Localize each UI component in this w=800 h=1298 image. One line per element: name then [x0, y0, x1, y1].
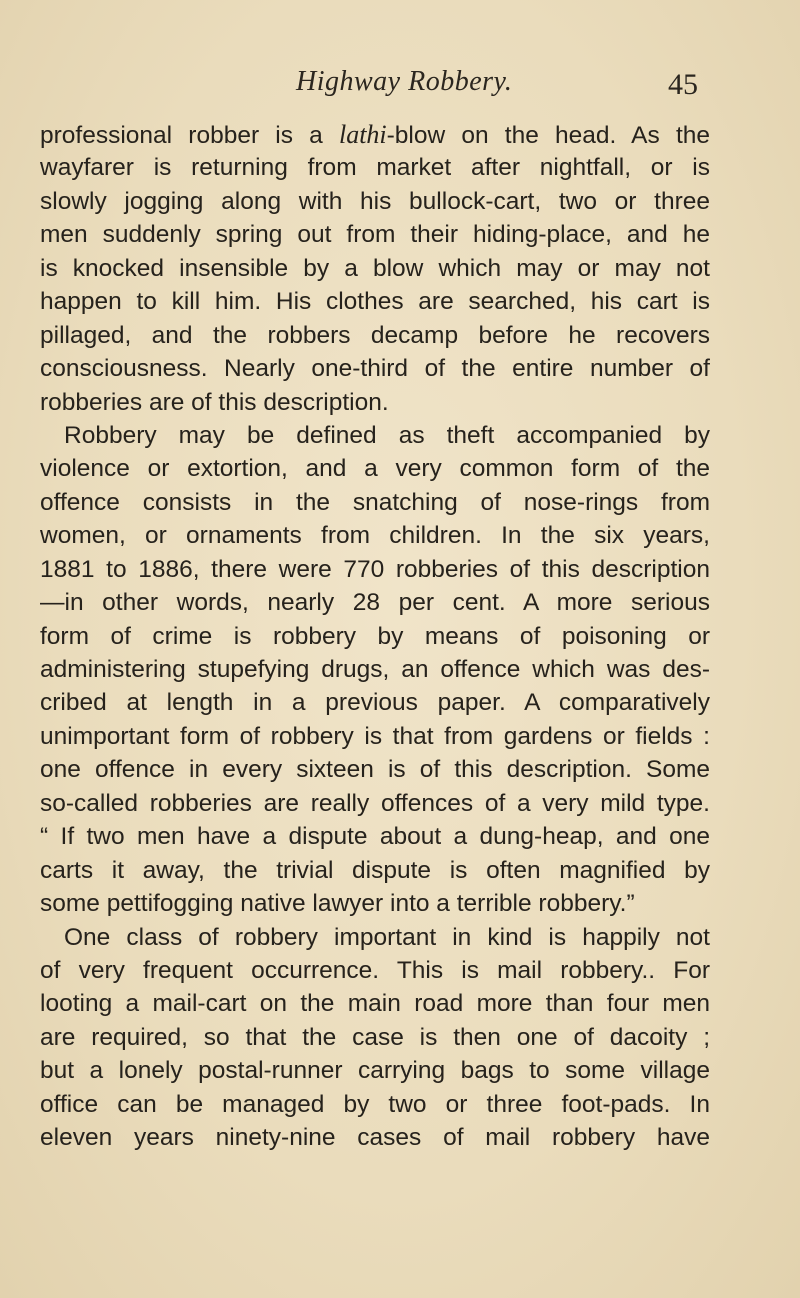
text-line: form of crime is robbery by means of poisoning or [40, 622, 710, 650]
text-line: “ If two men have a dispute about a dung-heap, and one [40, 823, 710, 851]
text-line: unimportant form of robbery is that from gardens or fields : [40, 722, 710, 750]
text-line: administering stupefying drugs, an offence which was des- [40, 656, 710, 683]
paragraph-end-line: robberies are of this description. [40, 388, 389, 416]
text-line: wayfarer is returning from market after nightfall, or is [40, 154, 710, 182]
text-run: -blow on the head. As the [386, 122, 710, 149]
text-line: —in other words, nearly 28 per cent. A more serious [40, 589, 710, 617]
page-header [0, 66, 800, 106]
italic-term-lathi: lathi [338, 120, 387, 149]
paragraph-end-line: some pettifogging native lawyer into a terrible robbery.” [40, 890, 635, 918]
text-line: looting a mail-cart on the main road more than four men [40, 990, 710, 1018]
text-line: happen to kill him. His clothes are searched, his cart is [40, 288, 710, 316]
text-line: eleven years ninety-nine cases of mail robbery have [40, 1124, 710, 1152]
text-run: professional robber is a [40, 122, 339, 149]
page-number: 45 [668, 68, 698, 101]
text-line: slowly jogging along with his bullock-cart, two or three [40, 187, 710, 215]
text-line: one offence in every sixteen is of this description. Some [40, 756, 710, 784]
text-line: carts it away, the trivial dispute is often magnified by [40, 856, 710, 884]
text-line: violence or extortion, and a very common form of the [40, 455, 710, 483]
text-line: so-called robberies are really offences of a very mild type. [40, 789, 710, 817]
text-line: cribed at length in a previous paper. A comparatively [40, 689, 710, 717]
text-line: of very frequent occurrence. This is mail robbery.. For [40, 956, 710, 984]
text-line: 1881 to 1886, there were 770 robberies of this description [40, 555, 710, 583]
text-line: offence consists in the snatching of nose-rings from [40, 488, 710, 516]
text-line: but a lonely postal-runner carrying bags to some village [40, 1057, 710, 1085]
text-line: consciousness. Nearly one-third of the entire number of [40, 355, 710, 383]
text-line: men suddenly spring out from their hiding-place, and he [40, 221, 710, 249]
running-title: Highway Robbery. [296, 66, 513, 97]
text-line: office can be managed by two or three foot-pads. In [40, 1090, 710, 1118]
text-line: women, or ornaments from children. In the six years, [40, 522, 710, 550]
text-line: is knocked insensible by a blow which may or may not [40, 254, 710, 282]
paragraph-start-line: One class of robbery important in kind is happily not [64, 923, 710, 951]
paragraph-start-line: Robbery may be defined as theft accompanied by [64, 421, 710, 449]
text-line: are required, so that the case is then one of dacoity ; [40, 1023, 710, 1051]
text-line [40, 118, 710, 151]
text-line: pillaged, and the robbers decamp before he recovers [40, 321, 710, 349]
body-text [40, 118, 710, 1155]
